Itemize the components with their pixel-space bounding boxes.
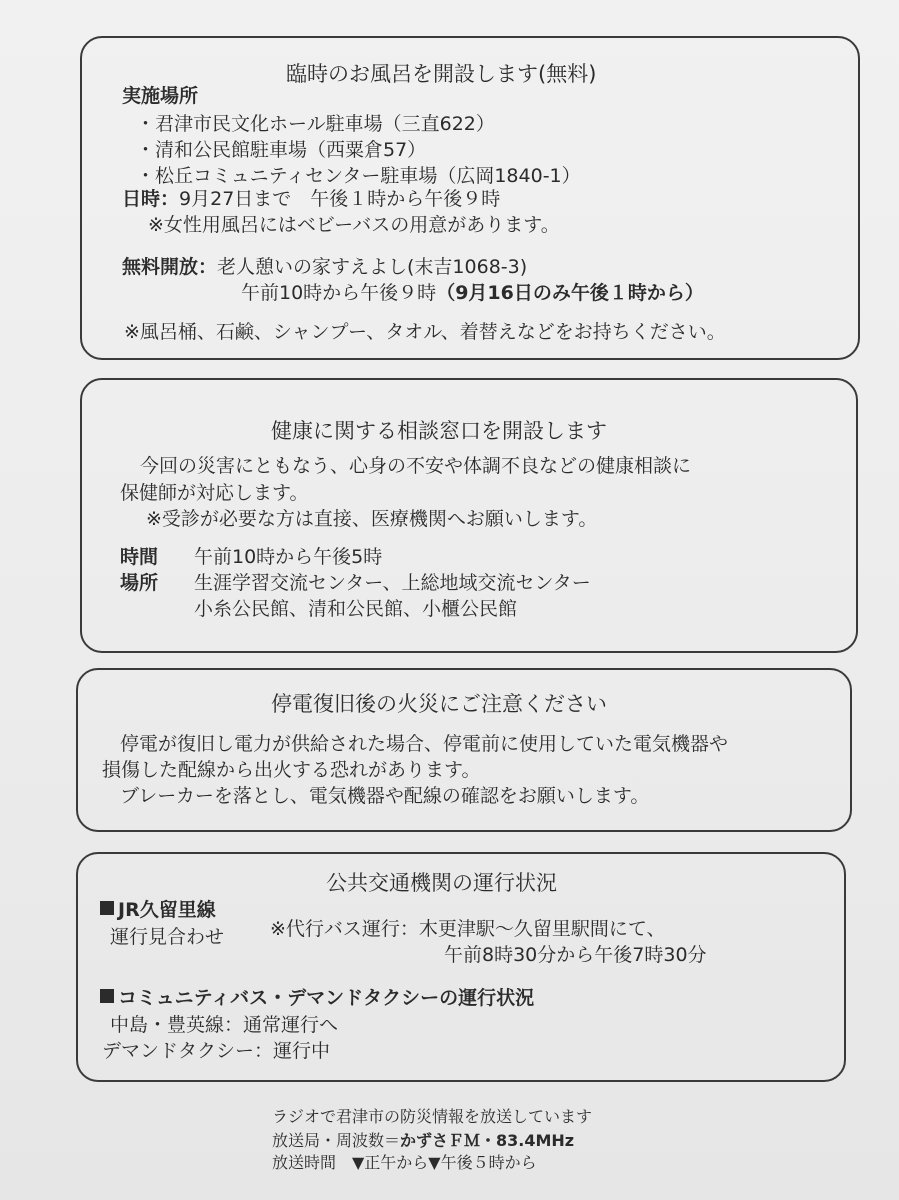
bath-location-2: ・清和公民館駐車場（西粟倉57）: [136, 139, 427, 161]
health-place-label: 場所: [120, 572, 159, 594]
health-place-2: 小糸公民館、清和公民館、小櫃公民館: [194, 598, 518, 620]
bath-baby-note: ※女性用風呂にはベビーバスの用意があります。: [148, 214, 560, 236]
health-time-line: [120, 548, 158, 567]
footer-radio-line: ラジオで君津市の防災情報を放送しています: [272, 1107, 593, 1126]
transit-community-heading: [100, 989, 534, 1008]
bath-date-value: 9月27日まで 午後１時から午後９時: [179, 188, 501, 210]
bath-location-3: ・松丘コミュニティセンター駐車場（広岡1840-1）: [136, 165, 581, 187]
bullet-square-icon: [100, 989, 114, 1003]
fire-title: 停電復旧後の火災にご注意ください: [271, 692, 607, 716]
health-body-2: 保健師が対応します。: [120, 482, 309, 504]
bath-free-hours-line: [241, 284, 704, 303]
bath-free-label: 無料開放：: [122, 256, 218, 278]
bath-free-line: [122, 258, 527, 277]
fire-body-1: 停電が復旧し電力が供給された場合、停電前に使用していた電気機器や: [120, 733, 729, 755]
health-time-value: 午前10時から午後5時: [194, 546, 383, 568]
footer-time-line: 放送時間 ▼正午から▼午後５時から: [272, 1153, 537, 1172]
health-place-line: [120, 574, 158, 593]
bath-free-hours: 午前10時から午後９時: [241, 282, 437, 304]
bath-title: 臨時のお風呂を開設します(無料): [286, 62, 597, 86]
bath-location-label: 実施場所: [122, 85, 199, 107]
health-time-label: 時間: [120, 546, 159, 568]
bath-free-hours-note: （9月16日のみ午後１時から）: [436, 282, 704, 304]
transit-jr-bus-1: ※代行バス運行：木更津駅～久留里駅間にて、: [270, 918, 666, 940]
health-body-1: 今回の災害にともなう、心身の不安や体調不良などの健康相談に: [140, 455, 692, 477]
bath-bring-note: ※風呂桶、石鹸、シャンプー、タオル、着替えなどをお持ちください。: [124, 321, 726, 343]
transit-community-line-2: デマンドタクシー：運行中: [102, 1040, 331, 1062]
fire-body-3: ブレーカーを落とし、電気機器や配線の確認をお願いします。: [120, 785, 650, 807]
footer-station-label: 放送局・周波数＝: [272, 1131, 401, 1150]
bath-date-label: 日時：: [122, 188, 180, 210]
transit-jr-heading: [100, 901, 216, 920]
transit-jr-status: 運行見合わせ: [110, 926, 225, 948]
bath-date-line: [122, 190, 500, 209]
health-place-1: 生涯学習交流センター、上総地域交流センター: [194, 572, 591, 594]
transit-community-line-1: 中島・豊英線：通常運行へ: [110, 1014, 339, 1036]
bath-location-1: ・君津市民文化ホール駐車場（三直622）: [136, 113, 495, 135]
transit-jr-label: JR久留里線: [118, 899, 216, 921]
health-note: ※受診が必要な方は直接、医療機関へお願いします。: [146, 508, 598, 530]
footer-station-line: [272, 1128, 574, 1151]
bath-free-place: 老人憩いの家すえよし(末吉1068-3): [217, 256, 528, 278]
transit-community-label: コミュニティバス・デマンドタクシーの運行状況: [118, 987, 535, 1009]
bullet-square-icon: [100, 901, 114, 915]
footer-station-value: かずさＦＭ・83.4MHz: [400, 1131, 575, 1150]
health-title: 健康に関する相談窓口を開設します: [271, 419, 607, 443]
transit-title: 公共交通機関の運行状況: [326, 871, 557, 895]
fire-body-2: 損傷した配線から出火する恐れがあります。: [102, 759, 481, 781]
transit-jr-bus-2: 午前8時30分から午後7時30分: [444, 944, 707, 966]
